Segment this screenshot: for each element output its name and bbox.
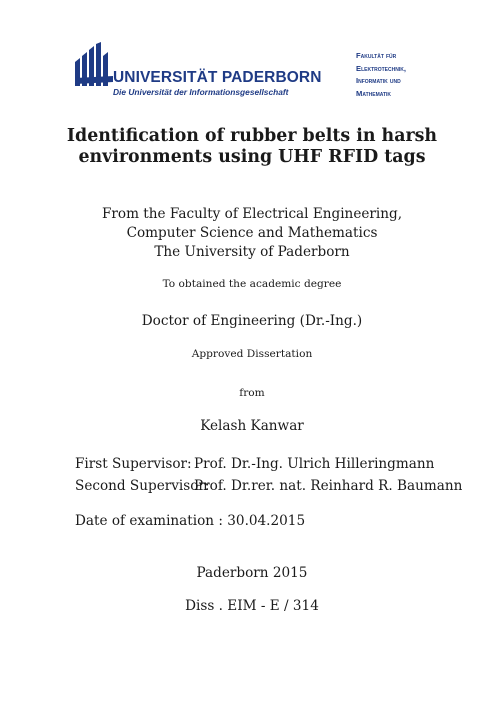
second-supervisor-name: Prof. Dr.rer. nat. Reinhard R. Baumann	[194, 478, 463, 494]
second-supervisor-label: Second Supervisor:	[75, 478, 210, 494]
from-line: From the Faculty of Electrical Engineering,	[101, 206, 403, 222]
university-name: UNIVERSITÄT PADERBORN	[113, 69, 322, 86]
from-word: from	[239, 387, 265, 399]
exam-row	[75, 513, 305, 529]
title-line: environments using UHF RFID tags	[78, 147, 426, 167]
faculty-line: Informatik und	[356, 76, 401, 85]
university-logo-icon	[75, 42, 115, 86]
obtain-statement: To obtained the academic degree	[162, 278, 342, 290]
title-line: Identification of rubber belts in harsh	[66, 126, 438, 146]
from-line: Computer Science and Mathematics	[126, 225, 378, 241]
author-name: Kelash Kanwar	[200, 418, 304, 434]
faculty-label	[356, 50, 476, 100]
faculty-line: Mathematik	[356, 88, 392, 98]
exam-label: Date of examination :	[75, 513, 223, 529]
approved-label: Approved Dissertation	[191, 348, 313, 360]
degree-name: Doctor of Engineering (Dr.-Ing.)	[141, 313, 363, 329]
first-supervisor-row	[75, 456, 434, 472]
second-supervisor-row	[75, 478, 462, 494]
dissertation-number: Diss . EIM - E / 314	[185, 598, 319, 614]
first-supervisor-name: Prof. Dr.-Ing. Ulrich Hilleringmann	[194, 456, 435, 472]
faculty-line: Fakultät für	[356, 51, 397, 60]
faculty-line: Elektrotechnik,	[356, 63, 406, 73]
place-year: Paderborn 2015	[196, 565, 308, 581]
university-subtitle: Die Universität der Informationsgesellschaft	[113, 87, 289, 97]
from-line: The University of Paderborn	[154, 244, 350, 260]
exam-date: 30.04.2015	[227, 513, 306, 529]
first-supervisor-label: First Supervisor:	[75, 456, 192, 472]
thesis-title	[40, 126, 464, 168]
faculty-statement	[0, 205, 504, 262]
